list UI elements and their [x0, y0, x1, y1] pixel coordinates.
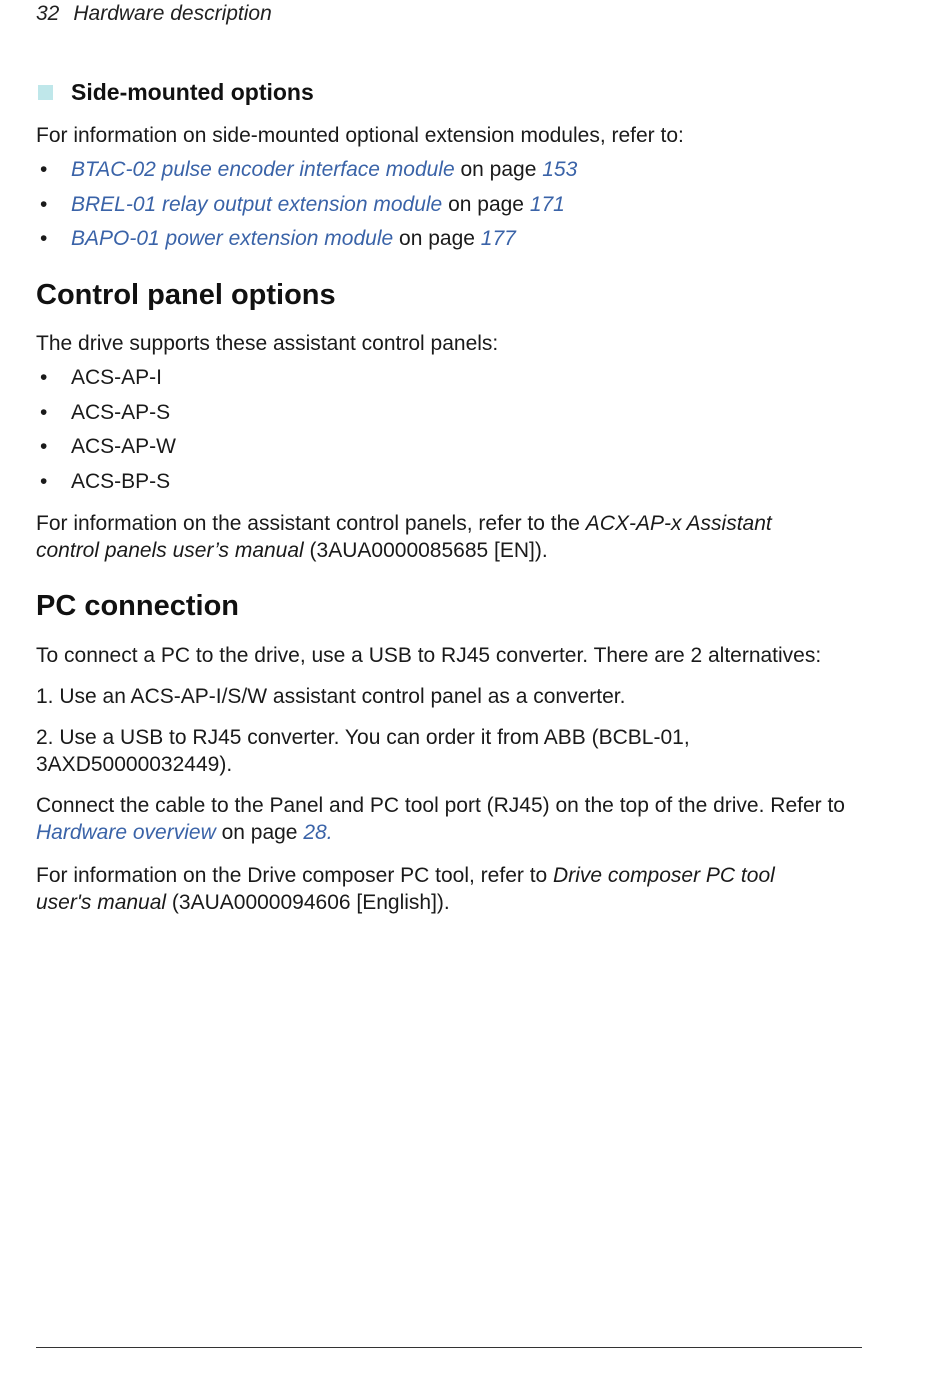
link-brel-01[interactable]: BREL-01 relay output extension module — [71, 192, 443, 216]
list-item-mid: on page — [442, 192, 530, 216]
side-mounted-intro: For information on side-mounted optional extension modules, refer to: — [36, 124, 684, 147]
list-item — [36, 156, 577, 191]
list-item — [36, 191, 577, 226]
heading-square-icon — [38, 85, 53, 100]
panel-name: ACS-BP-S — [71, 469, 171, 493]
side-mounted-list — [36, 156, 577, 260]
list-item — [36, 433, 176, 468]
list-item — [36, 364, 176, 399]
link-page-177[interactable]: 177 — [480, 227, 516, 250]
list-item — [36, 468, 176, 503]
list-item-mid: on page — [393, 227, 481, 250]
control-panel-heading: Control panel options — [36, 279, 336, 311]
side-mounted-heading-text: Side-mounted options — [71, 79, 314, 105]
side-mounted-heading — [38, 79, 314, 106]
connect-end: . — [326, 821, 333, 844]
list-item-mid: on page — [454, 158, 543, 181]
pc-connection-heading: PC connection — [36, 590, 240, 622]
bullet-icon: • — [40, 227, 48, 250]
control-panel-list — [36, 364, 176, 502]
info-text: For information on the assistant control panels, refer to the — [36, 512, 586, 535]
composer-code: (3AUA0000094606 [English]). — [166, 891, 450, 914]
bullet-icon: • — [40, 366, 48, 389]
list-item — [36, 225, 577, 260]
link-bapo-01[interactable]: BAPO-01 power extension module — [71, 227, 394, 250]
link-page-28[interactable]: 28 — [303, 821, 327, 844]
link-hardware-overview[interactable]: Hardware overview — [36, 821, 216, 844]
bullet-icon: • — [40, 435, 48, 458]
connect-cable-text — [36, 792, 866, 846]
manual-title: ACX-AP-x Assistant control panels user’s manual — [36, 512, 772, 562]
pc-connection-intro: To connect a PC to the drive, use a USB to RJ45 converter. There are 2 alternatives: — [36, 644, 822, 667]
panel-name: ACS-AP-I — [71, 366, 163, 389]
bullet-icon: • — [40, 469, 48, 493]
page-number: 32 — [36, 2, 60, 25]
connect-mid: on page — [215, 821, 304, 844]
alternative-2: 2. Use a USB to RJ45 converter. You can order it from ABB (BCBL-01, 3AXD50000032449). — [36, 726, 690, 776]
info-code: (3AUA0000085685 [EN]). — [303, 539, 548, 562]
drive-composer-info — [36, 862, 826, 916]
panel-name: ACS-AP-S — [71, 400, 171, 424]
bullet-icon: • — [40, 400, 48, 424]
alternative-1: 1. Use an ACS-AP-I/S/W assistant control panel as a converter. — [36, 685, 626, 708]
link-page-153[interactable]: 153 — [542, 158, 578, 181]
composer-manual-title: Drive composer PC tool user's manual — [36, 864, 775, 914]
section-title: Hardware description — [73, 2, 272, 25]
list-item — [36, 399, 176, 434]
connect-text: Connect the cable to the Panel and PC tool port (RJ45) on the top of the drive. Refer to — [36, 794, 845, 817]
page-header — [36, 2, 272, 26]
control-panel-info — [36, 510, 826, 564]
panel-name: ACS-AP-W — [71, 435, 176, 458]
composer-text: For information on the Drive composer PC tool, refer to — [36, 864, 554, 887]
link-btac-02[interactable]: BTAC-02 pulse encoder interface module — [71, 158, 455, 181]
link-page-171[interactable]: 171 — [529, 192, 565, 216]
bullet-icon: • — [40, 158, 48, 181]
footer-divider — [36, 1347, 862, 1348]
bullet-icon: • — [40, 192, 48, 216]
control-panel-intro: The drive supports these assistant control panels: — [36, 332, 499, 355]
